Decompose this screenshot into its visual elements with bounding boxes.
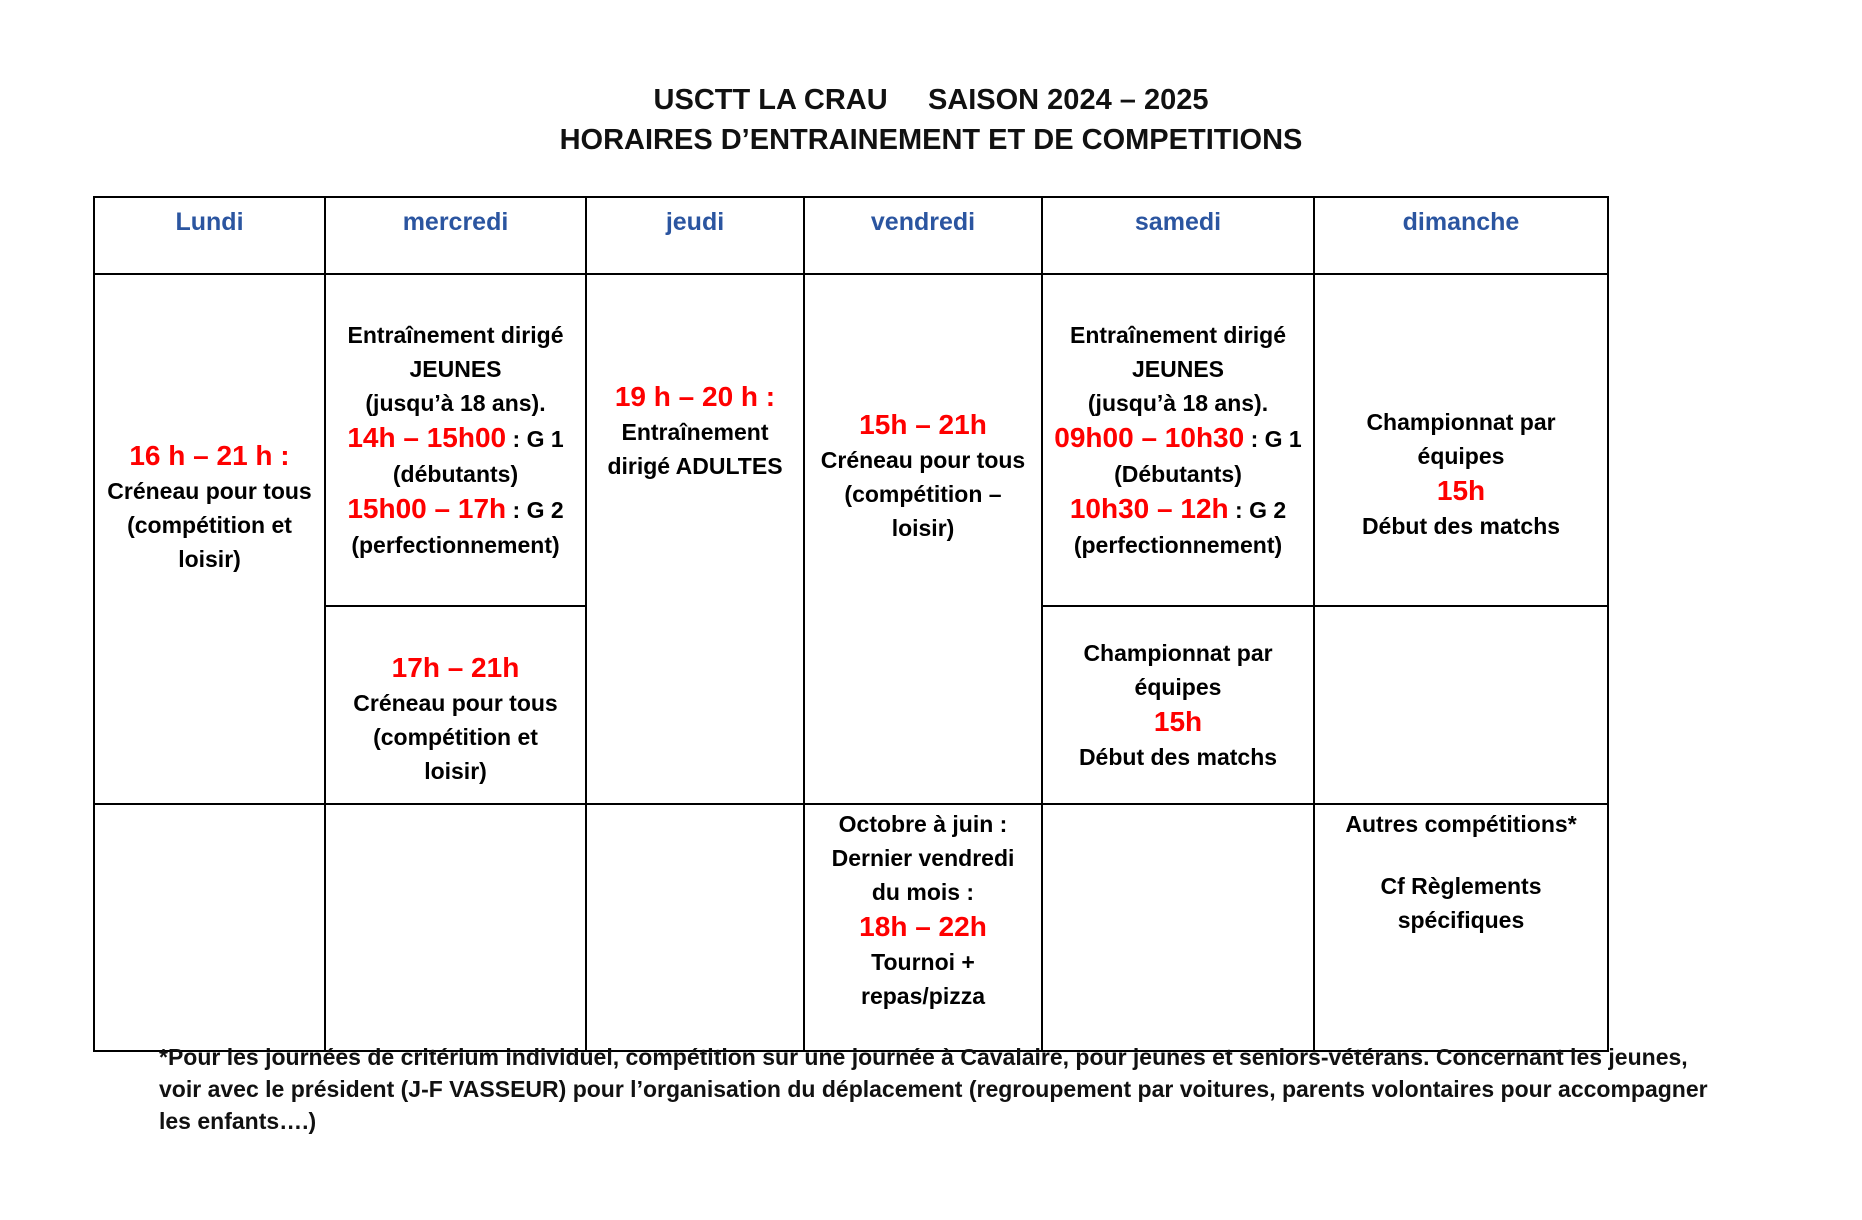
time-range: 18h – 22h bbox=[859, 911, 987, 942]
day-label: jeudi bbox=[665, 208, 725, 236]
cell-samedi-bottom-empty bbox=[1043, 805, 1315, 1050]
time-range-group1: 14h – 15h00 : G 1 bbox=[347, 422, 564, 453]
cell-dimanche-autres-competitions: Autres compétitions* Cf Règlements spécifiques bbox=[1345, 811, 1577, 933]
header-jeudi bbox=[587, 198, 805, 275]
day-label: dimanche bbox=[1402, 208, 1520, 236]
time-range-group2: 10h30 – 12h : G 2 bbox=[1069, 493, 1287, 524]
cell-mercredi-open-slot: 17h – 21h Créneau pour tous (compétition et loisir) bbox=[326, 607, 587, 805]
time-range-group2: 15h00 – 17h : G 2 bbox=[347, 493, 564, 524]
day-label: mercredi bbox=[402, 208, 509, 236]
time-range: 15h – 21h bbox=[859, 409, 987, 440]
day-label: samedi bbox=[1134, 208, 1222, 236]
cell-dimanche-championnat: Championnat par équipes 15h Début des matchs bbox=[1315, 275, 1607, 607]
cell-jeudi-bottom-empty bbox=[587, 805, 805, 1050]
cell-mercredi-bottom-empty bbox=[326, 805, 587, 1050]
time-range: 16 h – 21 h : bbox=[129, 440, 290, 471]
cell-jeudi-training-adultes: 19 h – 20 h : Entraînement dirigé ADULTES bbox=[587, 275, 805, 805]
page-subtitle: HORAIRES D’ENTRAINEMENT ET DE COMPETITIONS bbox=[559, 124, 1303, 156]
header-lundi bbox=[95, 198, 326, 275]
day-label: vendredi bbox=[870, 208, 976, 236]
footnote-line: *Pour les journées de critérium individuel, compétition sur une journée à Cavalaire, pour jeunes et seniors-vétérans. Concernant les jeunes, bbox=[159, 1044, 1688, 1070]
header-dimanche bbox=[1315, 198, 1607, 275]
time-range: 17h – 21h bbox=[391, 652, 520, 683]
header-mercredi bbox=[326, 198, 587, 275]
cell-samedi-championnat: Championnat par équipes 15h Début des matchs bbox=[1043, 607, 1315, 805]
cell-dimanche-empty bbox=[1315, 607, 1607, 805]
cell-vendredi-open-slot: 15h – 21h Créneau pour tous (compétition – loisir) bbox=[805, 275, 1043, 805]
footnote-line: voir avec le président (J-F VASSEUR) pour l’organisation du déplacement (regroupement par voitures, parents volontaires pour accompagner bbox=[159, 1076, 1708, 1102]
page-title: USCTT LA CRAU SAISON 2024 – 2025 bbox=[653, 84, 1209, 116]
time-range-group1: 09h00 – 10h30 : G 1 bbox=[1054, 422, 1302, 453]
header-samedi bbox=[1043, 198, 1315, 275]
footnote-line: les enfants….) bbox=[159, 1108, 317, 1134]
start-time: 15h bbox=[1436, 475, 1486, 506]
cell-mercredi-training-jeunes: Entraînement dirigé JEUNES (jusqu’à 18 ans). 14h – 15h00 : G 1 (débutants) 15h00 – 17h : G 2 (perfectionnement) bbox=[326, 275, 587, 607]
schedule-table bbox=[93, 196, 1609, 1052]
cell-samedi-training-jeunes: Entraînement dirigé JEUNES (jusqu’à 18 ans). 09h00 – 10h30 : G 1 (Débutants) 10h30 – 12h : G 2 (perfectionnement) bbox=[1043, 275, 1315, 607]
start-time: 15h bbox=[1153, 706, 1203, 737]
cell-vendredi-tournoi: Octobre à juin : Dernier vendredi du mois : 18h – 22h Tournoi + repas/pizza bbox=[805, 805, 1043, 1050]
header-vendredi bbox=[805, 198, 1043, 275]
cell-lundi-open-slot: 16 h – 21 h : Créneau pour tous (compétition et loisir) bbox=[95, 275, 326, 805]
day-label: Lundi bbox=[175, 208, 244, 236]
time-range: 19 h – 20 h : bbox=[614, 381, 776, 412]
footnote bbox=[159, 1041, 1708, 1137]
cell-lundi-bottom-empty bbox=[95, 805, 326, 1050]
